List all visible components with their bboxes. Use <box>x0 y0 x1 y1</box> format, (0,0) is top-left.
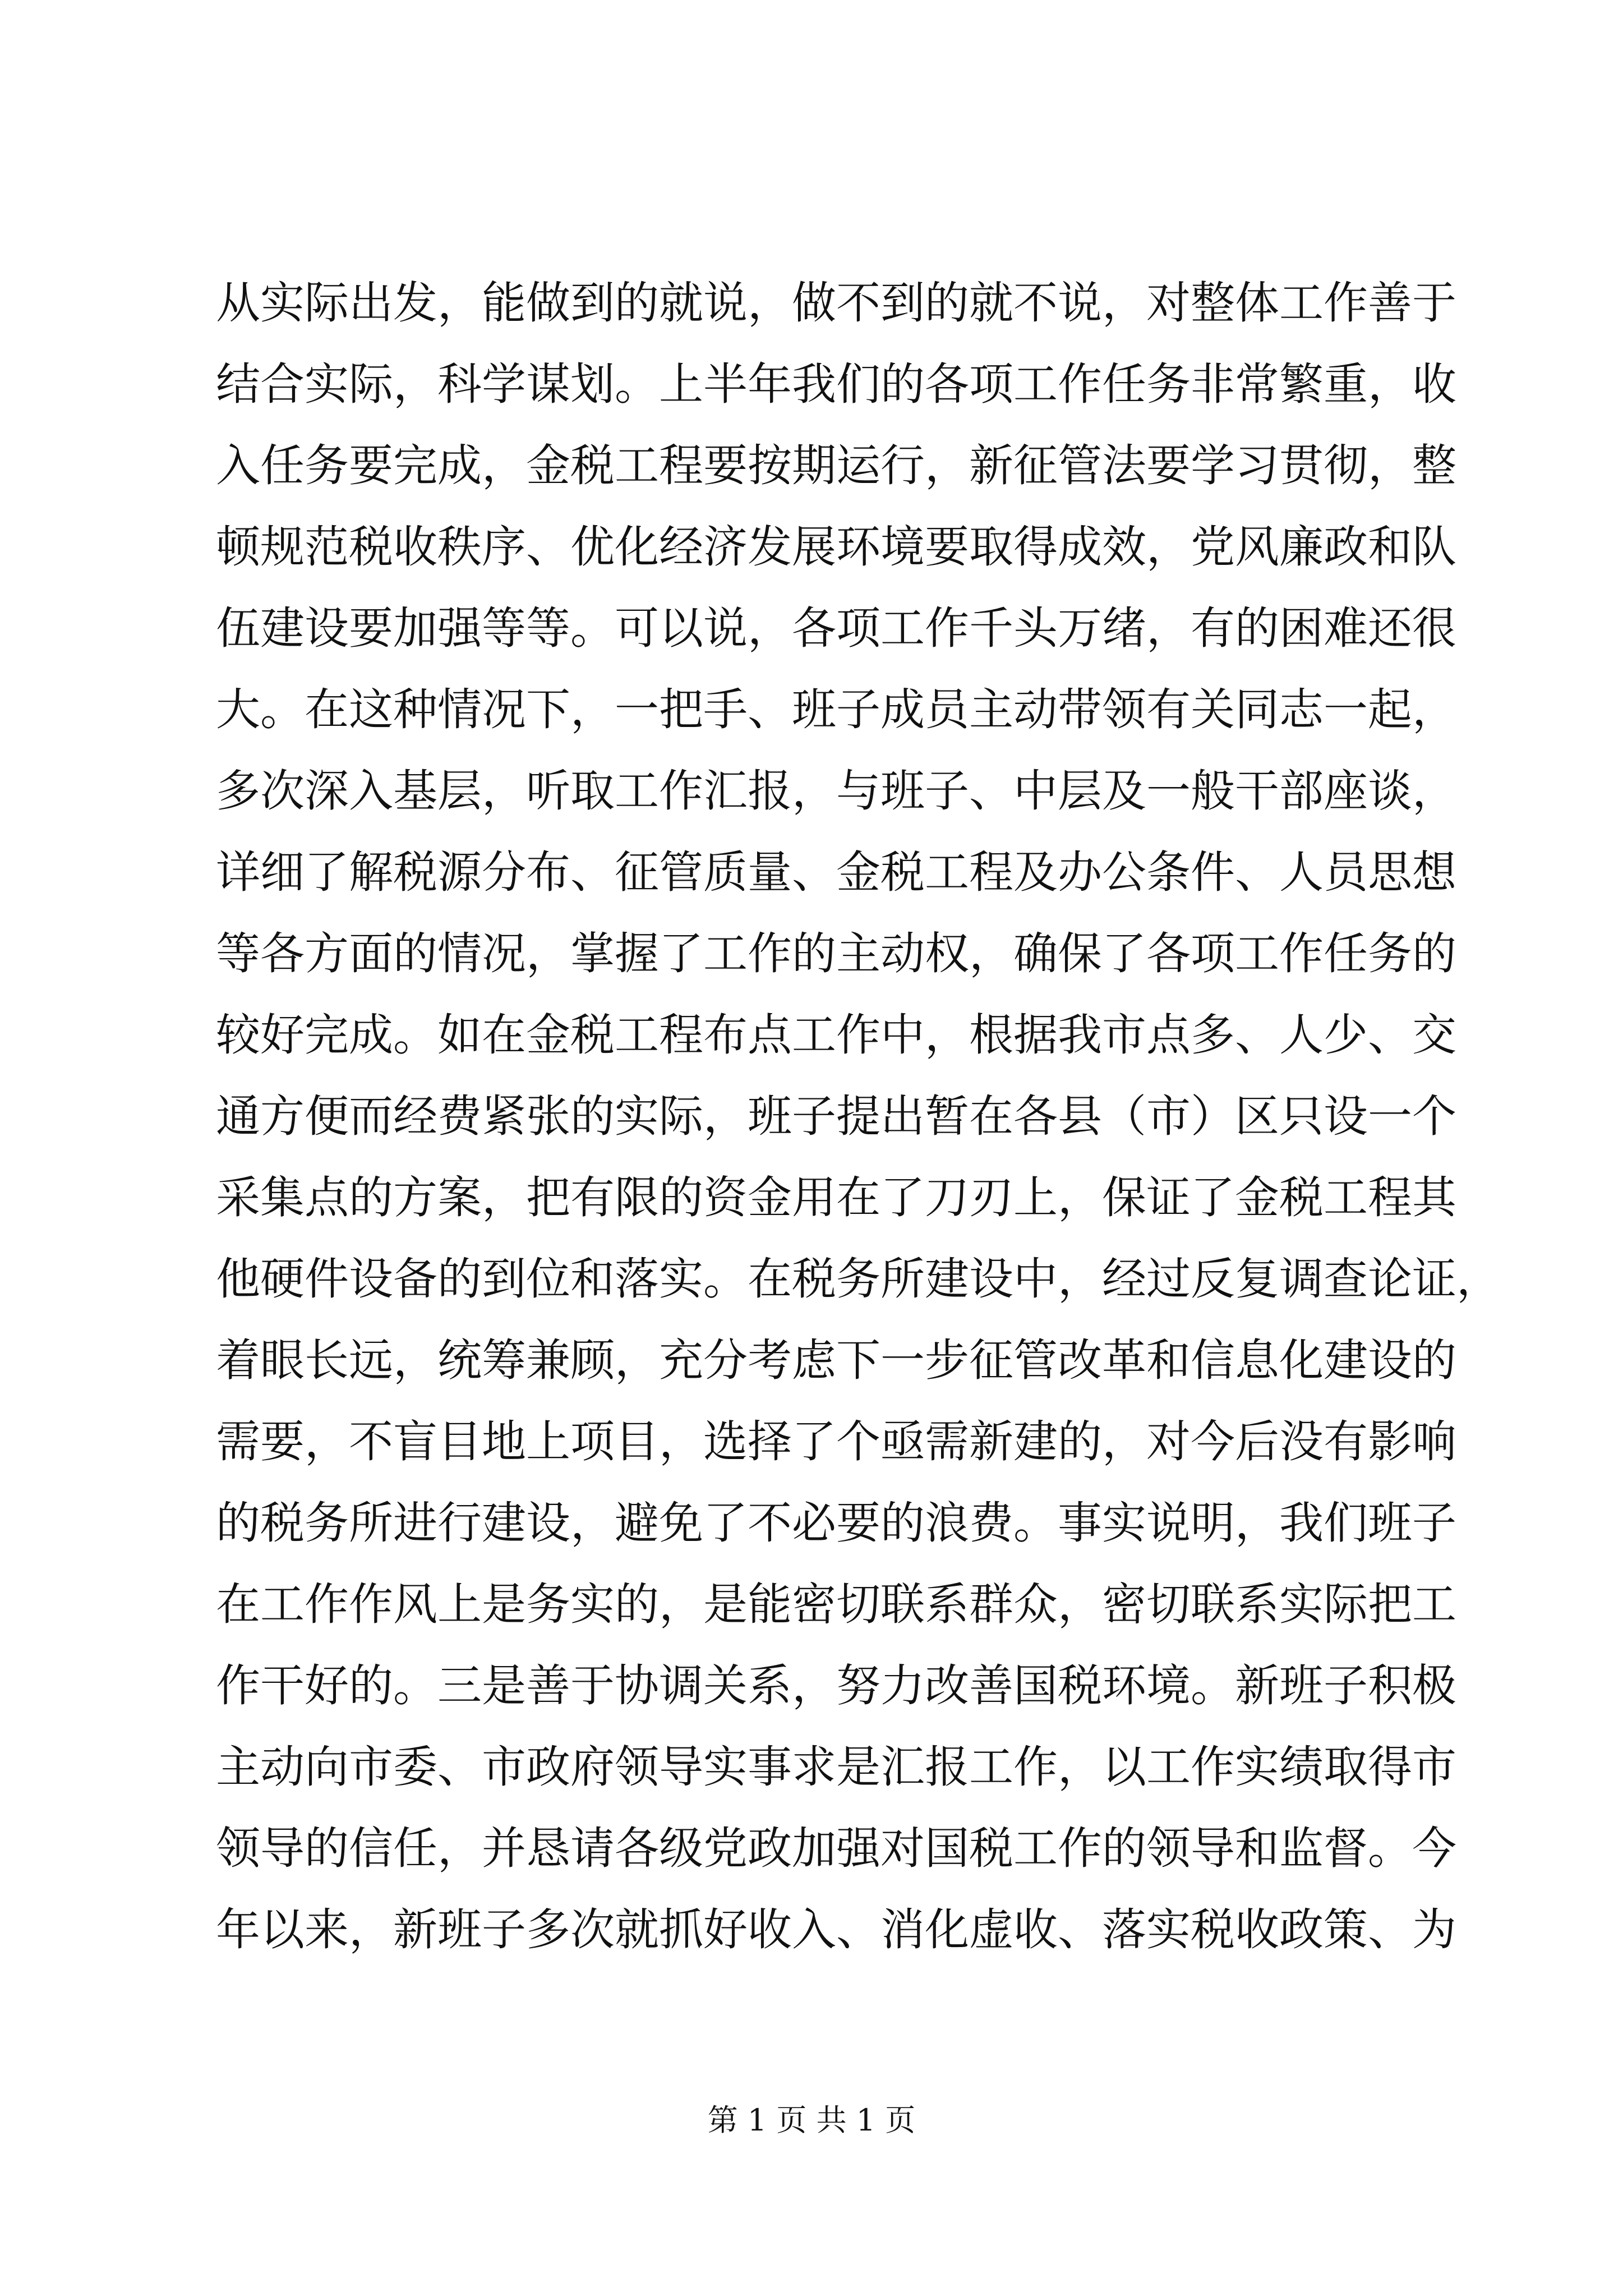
text-line: 着眼长远，统筹兼顾，充分考虑下一步征管改革和信息化建设的 <box>216 1335 1456 1386</box>
text-line: 的税务所进行建设，避免了不必要的浪费。事实说明，我们班子 <box>216 1497 1456 1549</box>
text-line: 在工作作风上是务实的，是能密切联系群众，密切联系实际把工 <box>216 1579 1456 1630</box>
text-line: 入任务要完成，金税工程要按期运行，新征管法要学习贯彻，整 <box>216 440 1456 491</box>
text-line: 需要，不盲目地上项目，选择了个亟需新建的，对今后没有影响 <box>216 1416 1456 1467</box>
page-number: 第 1 页 共 1 页 <box>707 2102 916 2138</box>
text-line: 他硬件设备的到位和落实。在税务所建设中，经过反复调查论证， <box>216 1253 1501 1305</box>
text-line: 详细了解税源分布、征管质量、金税工程及办公条件、人员思想 <box>216 846 1456 898</box>
text-line: 伍建设要加强等等。可以说，各项工作千头万绪，有的困难还很 <box>216 602 1456 654</box>
text-line: 多次深入基层，听取工作汇报，与班子、中层及一般干部座谈， <box>216 765 1456 817</box>
text-line: 通方便而经费紧张的实际，班子提出暂在各县（市）区只设一个 <box>216 1091 1456 1142</box>
text-line: 作干好的。三是善于协调关系，努力改善国税环境。新班子积极 <box>216 1660 1456 1711</box>
text-line: 结合实际，科学谋划。上半年我们的各项工作任务非常繁重，收 <box>216 358 1456 410</box>
text-line: 从实际出发，能做到的就说，做不到的就不说，对整体工作善于 <box>216 277 1456 329</box>
text-line: 大。在这种情况下，一把手、班子成员主动带领有关同志一起， <box>216 684 1456 735</box>
text-line: 年以来，新班子多次就抓好收入、消化虚收、落实税收政策、为 <box>216 1904 1456 1955</box>
text-line: 采集点的方案，把有限的资金用在了刀刃上，保证了金税工程其 <box>216 1172 1456 1223</box>
text-line: 顿规范税收秩序、优化经济发展环境要取得成效，党风廉政和队 <box>216 521 1456 573</box>
text-line: 较好完成。如在金税工程布点工作中，根据我市点多、人少、交 <box>216 1009 1456 1061</box>
body-text <box>216 263 1501 1971</box>
text-line: 领导的信任，并恳请各级党政加强对国税工作的领导和监督。今 <box>216 1823 1456 1874</box>
page-footer <box>0 2101 1623 2140</box>
text-line: 等各方面的情况，掌握了工作的主动权，确保了各项工作任务的 <box>216 928 1456 979</box>
text-line: 主动向市委、市政府领导实事求是汇报工作，以工作实绩取得市 <box>216 1741 1456 1793</box>
